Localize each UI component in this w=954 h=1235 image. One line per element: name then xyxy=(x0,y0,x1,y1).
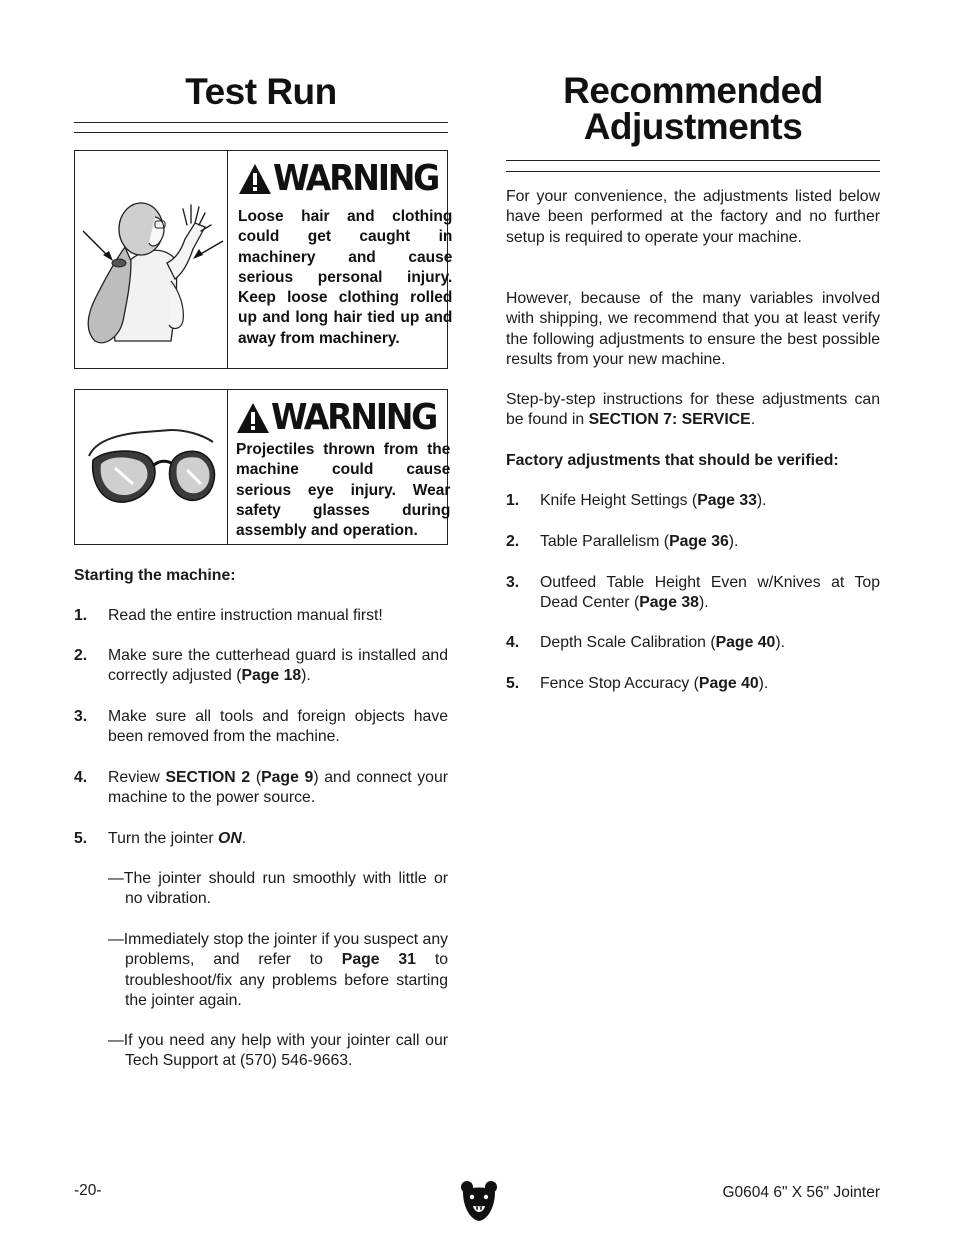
factory-heading: Factory adjustments that should be verified: xyxy=(506,452,839,469)
step-number: 3. xyxy=(74,708,88,725)
page-ref: Page 36 xyxy=(669,533,729,550)
intro-paragraph: For your convenience, the adjustments listed below have been performed at the factory and no further setup is required to operate your machine. xyxy=(506,188,880,246)
note-item: —Immediately stop the jointer if you suspect any problems, and refer to Page 31 to troubleshoot/fix any problems before starting the jointer again. xyxy=(108,931,448,1010)
adjustment-item xyxy=(506,532,880,552)
title-line-1: Recommended xyxy=(563,70,823,111)
section-ref: SECTION 2 xyxy=(165,769,251,786)
step-number: 5. xyxy=(74,830,88,847)
step-item xyxy=(74,707,448,748)
page-number: -20- xyxy=(74,1182,102,1199)
title-rule-bottom xyxy=(506,171,880,172)
warning-triangle-icon xyxy=(236,401,270,435)
warning-box-eye xyxy=(74,389,451,545)
title-line-2: Adjustments xyxy=(583,106,803,147)
safety-glasses-icon xyxy=(75,390,227,543)
item-number: 1. xyxy=(506,492,520,509)
long-hair-illustration xyxy=(75,151,228,368)
item-number: 5. xyxy=(506,675,520,692)
title-rule-top xyxy=(506,160,880,161)
test-run-title: Test Run xyxy=(185,71,337,112)
model-name: G0604 6" X 56" Jointer xyxy=(722,1184,880,1201)
warning-label: WARNING xyxy=(271,397,437,438)
warning-box-hair xyxy=(74,150,453,369)
page-ref: Page 33 xyxy=(697,492,757,509)
page-ref: Page 38 xyxy=(639,594,699,612)
page-ref: Page 40 xyxy=(715,634,776,651)
step-number: 4. xyxy=(74,769,88,786)
item-number: 2. xyxy=(506,533,520,550)
safety-glasses-illustration xyxy=(75,390,228,544)
step-text: Make sure the cutterhead guard is installed and correctly adjusted (Page 18). xyxy=(108,647,448,685)
adjustment-item xyxy=(506,491,880,511)
item-text: Knife Height Settings (Page 33). xyxy=(540,492,767,509)
step-item xyxy=(74,606,448,626)
item-text: Outfeed Table Height Even w/Knives at Top Dead Center (Page 38). xyxy=(540,574,880,612)
item-text: Fence Stop Accuracy (Page 40). xyxy=(540,675,769,692)
recommended-title xyxy=(506,72,880,146)
page-ref: Page 18 xyxy=(241,667,302,685)
starting-heading: Starting the machine: xyxy=(74,567,236,584)
note-item: —If you need any help with your jointer call our Tech Support at (570) 546-9663. xyxy=(108,1032,448,1070)
step-item xyxy=(74,768,448,809)
shipping-paragraph: However, because of the many variables involved with shipping, we recommend that you at least verify the following adjustments to ensure the best possible results from your new machine. xyxy=(506,290,880,369)
item-number: 3. xyxy=(506,574,520,591)
page-ref: Page 31 xyxy=(341,951,416,969)
step-number: 2. xyxy=(74,647,88,664)
title-rule-bottom xyxy=(74,132,448,133)
item-text: Table Parallelism (Page 36). xyxy=(540,533,739,550)
step-text: Turn the jointer ON. xyxy=(108,830,247,847)
adjustment-item xyxy=(506,674,880,694)
step-text: Make sure all tools and foreign objects have been removed from the machine. xyxy=(108,708,448,746)
title-rule-top xyxy=(74,122,448,123)
adjustment-item xyxy=(506,573,880,614)
service-paragraph: Step-by-step instructions for these adjustments can be found in SECTION 7: SERVICE. xyxy=(506,391,880,429)
page-ref: Page 9 xyxy=(261,769,314,786)
step-item xyxy=(74,829,448,849)
bear-logo-icon xyxy=(459,1180,499,1222)
step-item xyxy=(74,646,448,687)
warning-text-hair: Loose hair and clothing could get caught in machinery and cause serious personal injury. Keep loose clothing rolled up and long hair tied up and away from machinery. xyxy=(238,208,453,347)
warning-triangle-icon xyxy=(238,162,272,196)
note-item: —The jointer should run smoothly with little or no vibration. xyxy=(108,870,448,908)
adjustment-item xyxy=(506,633,880,653)
on-emphasis: ON xyxy=(218,830,242,847)
item-number: 4. xyxy=(506,634,520,651)
hair-hazard-icon xyxy=(75,151,227,367)
warning-text-eye: Projectiles thrown from the machine could cause serious eye injury. Wear safety glasses during assembly and operation. xyxy=(236,441,451,540)
step-text: Review SECTION 2 (Page 9) and connect your machine to the power source. xyxy=(108,769,449,807)
section-ref: SECTION 7: SERVICE xyxy=(588,411,751,429)
page-ref: Page 40 xyxy=(698,675,759,692)
item-text: Depth Scale Calibration (Page 40). xyxy=(540,634,785,651)
step-text: Read the entire instruction manual first! xyxy=(108,607,383,624)
warning-label: WARNING xyxy=(273,158,439,199)
step-number: 1. xyxy=(74,607,88,624)
